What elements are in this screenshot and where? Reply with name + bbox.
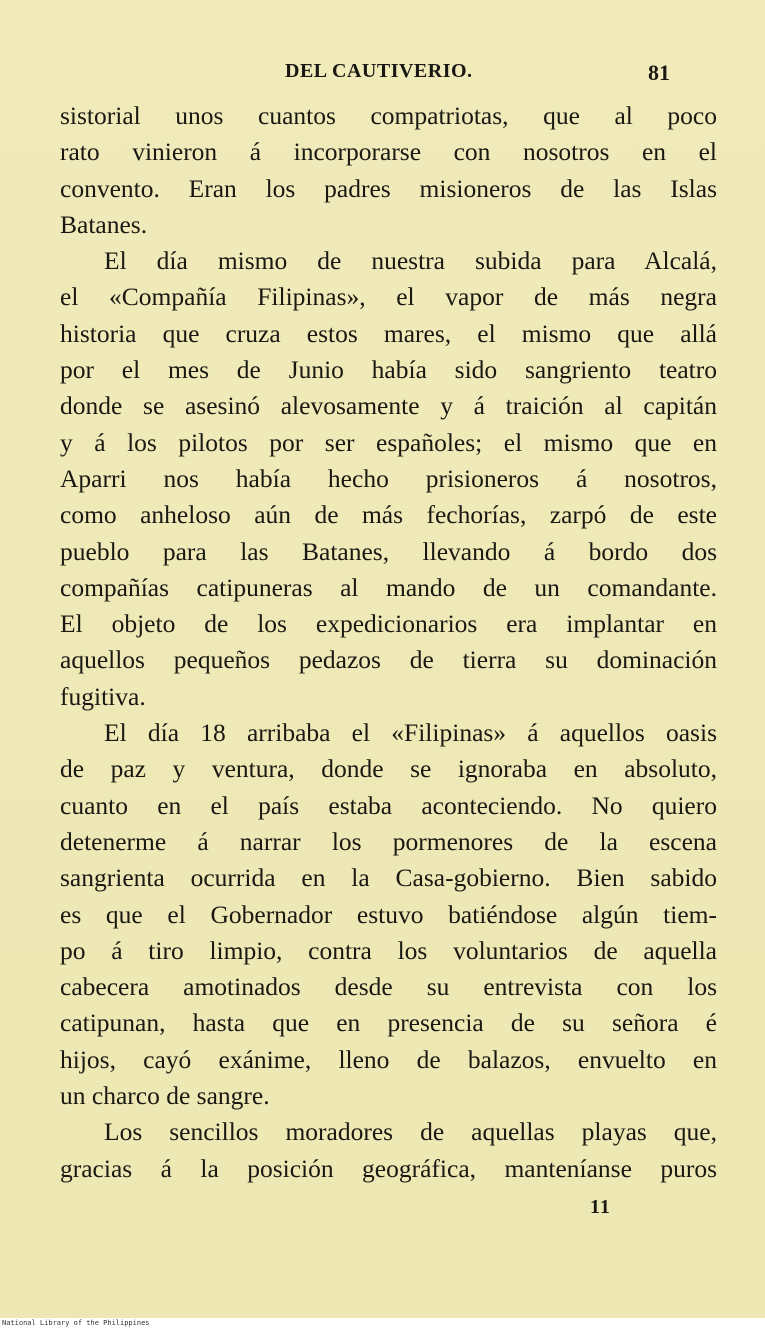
text-line: es que el Gobernador estuvo batiéndose algún tiem- (60, 899, 717, 929)
text-line: detenerme á narrar los pormenores de la escena (60, 826, 717, 856)
text-line: donde se asesinó alevosamente y á traición al capitán (60, 391, 717, 421)
text-line: y á los pilotos por ser españoles; el mismo que en (60, 427, 717, 457)
text-line: El día 18 arribaba el «Filipinas» á aquellos oasis (104, 718, 717, 748)
text-line: cuanto en el país estaba aconteciendo. No quiero (60, 790, 717, 820)
text-line: compañías catipuneras al mando de un comandante. (60, 572, 717, 602)
text-line: fugitiva. (60, 681, 146, 711)
text-line: hijos, cayó exánime, lleno de balazos, envuelto en (60, 1044, 717, 1074)
text-line: sangrienta ocurrida en la Casa-gobierno. Bien sabido (60, 863, 717, 893)
footer-bar (0, 1318, 765, 1328)
text-line: catipunan, hasta que en presencia de su señora é (60, 1008, 717, 1038)
text-line: El objeto de los expedicionarios era implantar en (60, 609, 717, 639)
text-line: como anheloso aún de más fechorías, zarpó de este (60, 500, 717, 530)
text-line: cabecera amotinados desde su entrevista con los (60, 972, 717, 1002)
text-line: po á tiro limpio, contra los voluntarios de aquella (60, 935, 717, 965)
body-text (60, 98, 717, 1187)
text-line: Aparri nos había hecho prisioneros á nosotros, (60, 463, 717, 493)
text-line: un charco de sangre. (60, 1081, 270, 1111)
text-line: por el mes de Junio había sido sangriento teatro (60, 355, 717, 385)
text-line: convento. Eran los padres misioneros de las Islas (60, 173, 717, 203)
running-head (0, 60, 765, 88)
page-number: 81 (648, 60, 670, 85)
text-line: Batanes. (60, 209, 148, 239)
text-line: el «Compañía Filipinas», el vapor de más negra (60, 282, 717, 312)
text-line: de paz y ventura, donde se ignoraba en absoluto, (60, 754, 717, 784)
text-line: gracias á la posición geográfica, manteníanse puros (60, 1153, 717, 1183)
text-line: El día mismo de nuestra subida para Alcalá, (104, 246, 717, 276)
text-line: aquellos pequeños pedazos de tierra su dominación (60, 645, 717, 675)
text-line: pueblo para las Batanes, llevando á bordo dos (60, 536, 717, 566)
library-footer: National Library of the Philippines (2, 1319, 150, 1327)
text-line: historia que cruza estos mares, el mismo que allá (60, 318, 717, 348)
text-line: Los sencillos moradores de aquellas playas que, (104, 1117, 717, 1147)
signature-mark: 11 (590, 1196, 611, 1218)
text-line: rato vinieron á incorporarse con nosotros en el (60, 137, 717, 167)
text-line: sistorial unos cuantos compatriotas, que al poco (60, 101, 717, 130)
running-title: DEL CAUTIVERIO. (285, 60, 473, 82)
